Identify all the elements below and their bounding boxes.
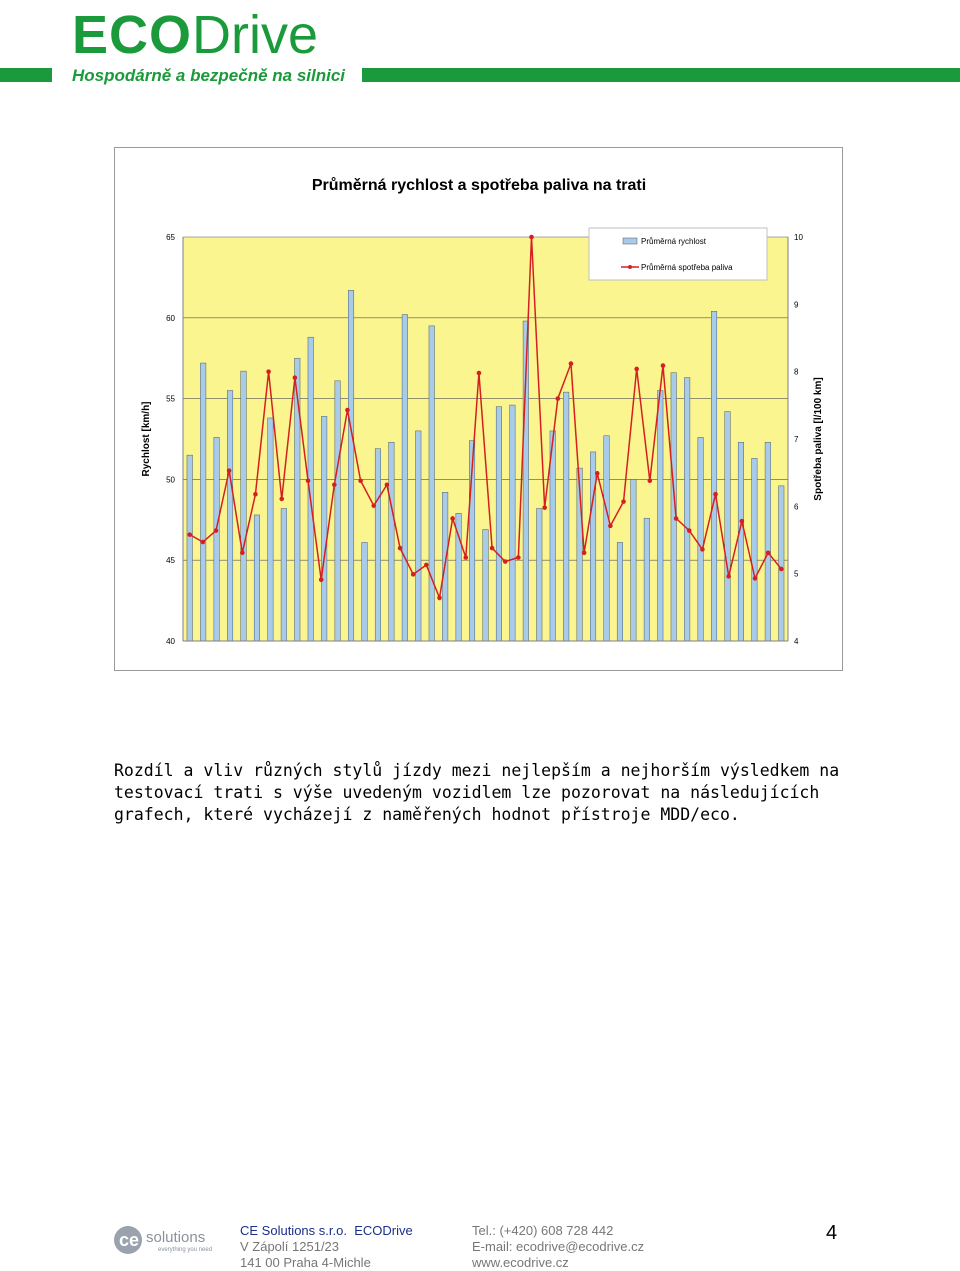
- fuel-point: [674, 516, 679, 521]
- speed-bar: [537, 508, 543, 641]
- fuel-point: [726, 574, 731, 579]
- fuel-point: [516, 555, 521, 560]
- fuel-point: [411, 572, 416, 577]
- y-tick-label: 60: [166, 313, 175, 323]
- y-tick-label: 45: [166, 556, 175, 566]
- fuel-point: [503, 559, 508, 564]
- fuel-point: [437, 596, 442, 601]
- fuel-point: [398, 546, 403, 551]
- speed-bar: [402, 315, 408, 641]
- speed-bar: [375, 449, 381, 641]
- fuel-point: [187, 532, 192, 537]
- fuel-point: [595, 471, 600, 476]
- header-band-left: [0, 68, 52, 82]
- speed-bar: [429, 326, 435, 641]
- footer-email: E-mail: ecodrive@ecodrive.cz: [472, 1239, 645, 1254]
- fuel-point: [306, 478, 311, 483]
- speed-bar: [254, 515, 260, 641]
- speed-bar: [187, 455, 193, 641]
- page-number: 4: [826, 1222, 838, 1244]
- ecodrive-logo: [72, 4, 319, 65]
- chart-legend: [589, 228, 767, 280]
- speed-bar: [752, 458, 758, 641]
- y2-tick-label: 7: [794, 435, 799, 444]
- speed-bar: [725, 412, 731, 641]
- footer-contact: [472, 1223, 644, 1271]
- fuel-point: [266, 369, 271, 374]
- speed-bar: [483, 529, 489, 641]
- fuel-point: [700, 547, 705, 552]
- y-tick-label: 65: [166, 233, 175, 242]
- fuel-point: [556, 396, 561, 401]
- footer-company: CE Solutions s.r.o.: [240, 1223, 347, 1238]
- fuel-point: [648, 478, 653, 483]
- speed-bar: [200, 363, 206, 641]
- speed-bar: [590, 452, 596, 641]
- y2-tick-label: 4: [794, 637, 799, 646]
- legend-swatch-marker: [628, 265, 632, 269]
- footer-web: www.ecodrive.cz: [472, 1255, 569, 1270]
- ce-solutions-logo: [112, 1220, 222, 1265]
- fuel-point: [371, 503, 376, 508]
- fuel-point: [345, 408, 350, 413]
- fuel-point: [753, 576, 758, 581]
- speed-bar: [631, 479, 637, 641]
- speed-bar: [214, 437, 220, 641]
- footer-brand: ECODrive: [354, 1223, 413, 1238]
- y2-tick-label: 9: [794, 300, 799, 310]
- header-tagline: Hospodárně a bezpečně na silnici: [72, 66, 346, 85]
- y2-tick-label: 5: [794, 569, 799, 579]
- fuel-point: [766, 550, 771, 555]
- fuel-point: [214, 528, 219, 533]
- fuel-point: [385, 482, 390, 487]
- y2-tick-label: 10: [794, 233, 803, 242]
- y-tick-label: 40: [166, 637, 175, 646]
- speed-bar: [765, 442, 771, 641]
- fuel-point: [661, 363, 666, 368]
- speed-bar: [563, 392, 569, 641]
- body-paragraph: Rozdíl a vliv různých stylů jízdy mezi nejlepším a nejhorším výsledkem na testovací trati s výše uvedeným vozidlem lze pozorovat na následujících grafech, které vycházejí z naměřených hodnot přístroje MDD/eco.: [114, 761, 840, 824]
- y2-axis-label: Spotřeba paliva [l/100 km]: [813, 377, 824, 501]
- chart-title: Průměrná rychlost a spotřeba paliva na trati: [311, 177, 647, 194]
- fuel-point: [240, 550, 245, 555]
- speed-bar: [617, 542, 623, 641]
- speed-bar: [604, 436, 610, 641]
- speed-bar: [362, 542, 368, 641]
- speed-bar: [348, 290, 354, 641]
- logo-eco: ECO: [72, 5, 193, 65]
- fuel-point: [332, 482, 337, 487]
- combo-chart: [115, 148, 842, 670]
- speed-bar: [779, 486, 785, 641]
- logo-word: solutions: [146, 1229, 206, 1246]
- fuel-point: [450, 516, 455, 521]
- footer-phone: Tel.: (+420) 608 728 442: [472, 1223, 614, 1238]
- footer-city: 141 00 Praha 4-Michle: [240, 1255, 371, 1270]
- y-axis-label: Rychlost [km/h]: [141, 401, 152, 477]
- fuel-point: [490, 546, 495, 551]
- fuel-point: [608, 524, 613, 529]
- fuel-point: [687, 528, 692, 533]
- fuel-point: [529, 235, 534, 240]
- speed-bar: [644, 518, 650, 641]
- fuel-point: [542, 505, 547, 510]
- speed-bar: [268, 418, 274, 641]
- legend-label-fuel: Průměrná spotřeba paliva: [641, 263, 733, 272]
- fuel-point: [319, 577, 324, 582]
- footer-address: [240, 1223, 413, 1271]
- fuel-point: [279, 497, 284, 502]
- fuel-point: [293, 375, 298, 380]
- chart-frame: [114, 147, 843, 671]
- speed-bar: [335, 381, 341, 641]
- speed-bar: [227, 391, 233, 641]
- fuel-point: [463, 555, 468, 560]
- legend-swatch-bar: [623, 238, 637, 244]
- speed-bar: [510, 405, 516, 641]
- legend-box: [589, 228, 767, 280]
- fuel-point: [424, 563, 429, 568]
- fuel-point: [713, 492, 718, 497]
- footer-street: V Zápolí 1251/23: [240, 1239, 340, 1254]
- speed-bar: [698, 437, 704, 641]
- speed-bar: [711, 311, 717, 641]
- fuel-point: [227, 468, 232, 473]
- speed-bar: [496, 407, 502, 641]
- fuel-point: [582, 550, 587, 555]
- fuel-point: [740, 519, 745, 524]
- speed-bar: [321, 416, 327, 641]
- legend-label-speed: Průměrná rychlost: [641, 237, 706, 246]
- speed-bar: [738, 442, 744, 641]
- speed-bar: [281, 508, 287, 641]
- speed-bar: [241, 371, 247, 641]
- fuel-point: [477, 371, 482, 376]
- fuel-point: [569, 361, 574, 366]
- y-tick-label: 55: [166, 394, 175, 404]
- y-tick-label: 50: [166, 475, 175, 485]
- y2-tick-label: 8: [794, 367, 799, 377]
- fuel-point: [621, 499, 626, 504]
- header-band-right: [362, 68, 960, 82]
- speed-bar: [658, 391, 664, 641]
- logo-mark: ce: [119, 1230, 140, 1250]
- fuel-point: [634, 367, 639, 372]
- fuel-point: [358, 478, 363, 483]
- logo-slogan: everything you need: [158, 1247, 213, 1253]
- fuel-point: [779, 567, 784, 572]
- speed-bar: [684, 378, 690, 641]
- speed-bar: [416, 431, 422, 641]
- fuel-point: [201, 540, 206, 545]
- fuel-point: [253, 492, 258, 497]
- y2-tick-label: 6: [794, 502, 799, 512]
- speed-bar: [389, 442, 395, 641]
- logo-drive: Drive: [192, 5, 319, 65]
